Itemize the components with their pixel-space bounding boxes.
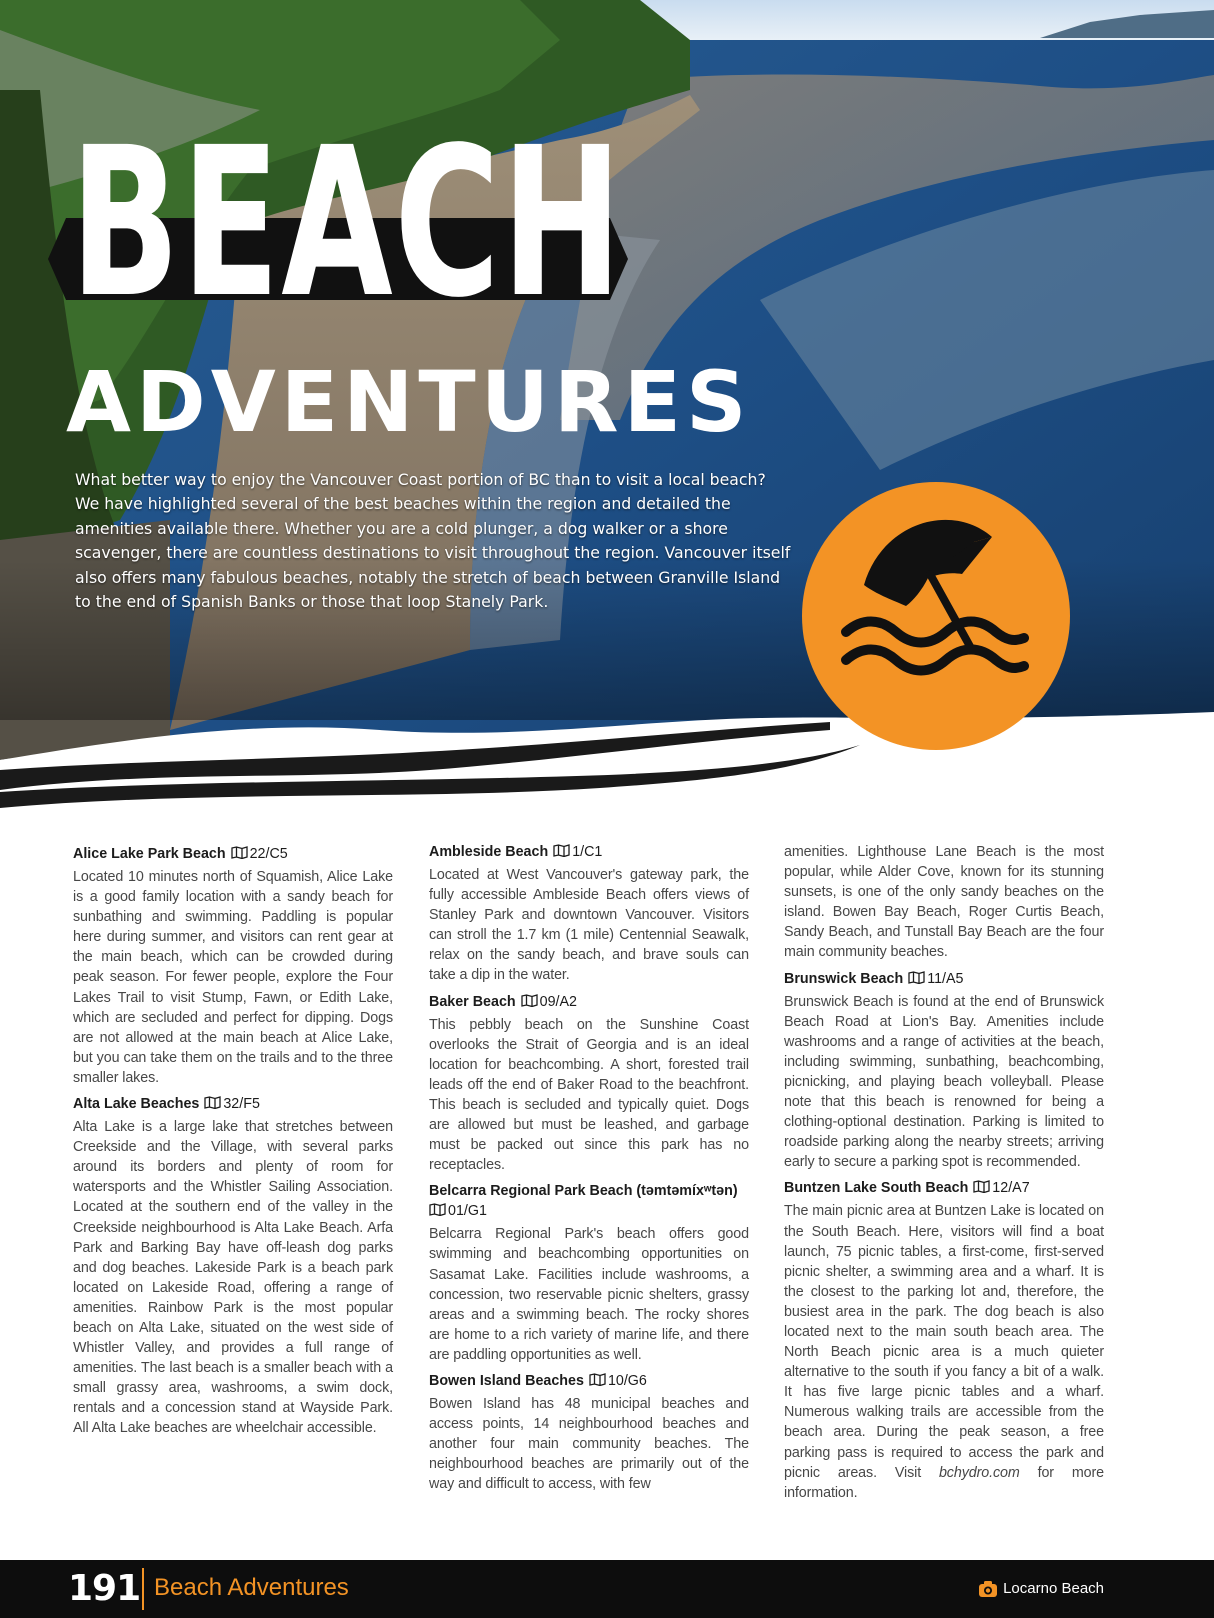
map-reference: 22/C5 [249, 846, 288, 862]
entry-alta-lake [73, 1094, 393, 1439]
entry-name: Buntzen Lake South Beach [784, 1180, 969, 1197]
map-icon [589, 1373, 606, 1386]
entry-text-end: for more information. [784, 1464, 1105, 1501]
entry-bowen-island [429, 1371, 749, 1494]
entry-baker [429, 992, 749, 1176]
entry-name: Belcarra Regional Park Beach (təmtəmíxʷtən) [429, 1183, 738, 1200]
photo-credit [979, 1580, 1104, 1597]
column-3 [784, 842, 1104, 1509]
entry-ambleside [429, 842, 749, 986]
map-reference: 12/A7 [992, 1180, 1030, 1197]
map-reference: 09/A2 [539, 993, 578, 1010]
photo-credit-text: Locarno Beach [1003, 1580, 1104, 1597]
page-footer [0, 1560, 1214, 1618]
map-icon [204, 1096, 221, 1109]
entry-text: Alta Lake is a large lake that stretches between Creekside and the Village, with several parks around its borders and plenty of room for watersports and the Whistler Sailing Association. Located at the southern end of the valley in the Creekside neighbourhood is Alta Lake Beach. Arfa Park and Barking Bay have off-leash dog parks and dog beaches. Lakeside Park is a beach park located on Lakeside Road, offering a range of amenities. Rainbow Park is the most popular beach on Alta Lake, situated on the west side of Whistler Valley, and provides a full range of amenities. The last beach is a smaller beach with a small grassy area, washrooms, a swim dock, rentals and a concession stand at Wayside Park. All Alta Lake beaches are wheelchair accessible. [73, 1119, 393, 1437]
entry-heading [784, 969, 1104, 989]
camera-icon [979, 1581, 997, 1597]
entry-brunswick [784, 969, 1104, 1173]
entry-heading [73, 844, 393, 864]
beach-badge [802, 482, 1070, 750]
entry-heading [73, 1094, 393, 1114]
beach-umbrella-waves-icon [802, 482, 1070, 750]
page-title-adventures: ADVENTURES [66, 353, 752, 451]
map-reference: 11/A5 [927, 970, 964, 987]
entry-heading [429, 1181, 749, 1221]
entry-text: amenities. Lighthouse Lane Beach is the most popular, while Alder Cove, known for its stunning sunsets, is one of the only sandy beaches on the island. Bowen Bay Beach, Roger Curtis Beach, Sandy Beach, and Tunstall Bay Beach are the four main community beaches. [784, 844, 1104, 961]
entry-name: Alice Lake Park Beach [73, 846, 226, 862]
entry-name: Baker Beach [429, 993, 516, 1010]
entry-text: Brunswick Beach is found at the end of Brunswick Beach Road at Lion's Bay. Amenities include washrooms and a range of activities at the beach, including swimming, sunbathing, beachcombing, picnicking, and playing beach volleyball. Please note that this beach is renowned for being a clothing-optional destination. Parking is limited to roadside parking along the nearby streets; arriving early to secure a parking spot is recommended. [784, 993, 1104, 1171]
map-icon [521, 994, 538, 1007]
column-1 [73, 844, 393, 1445]
map-reference: 01/G1 [448, 1203, 487, 1220]
entry-heading [429, 1371, 749, 1391]
entry-text: Bowen Island has 48 municipal beaches and access points, 14 neighbourhood beaches and another four main community beaches. The neighbourhood beaches are primarily out of the way and difficult to access, with few [429, 1395, 749, 1493]
entry-bowen-island-continued [784, 842, 1104, 963]
entry-alice-lake [73, 844, 393, 1088]
map-reference: 32/F5 [223, 1096, 260, 1113]
map-icon [908, 971, 925, 984]
entry-text-main: The main picnic area at Buntzen Lake is located on the South Beach. Here, visitors will find a boat launch, 75 picnic tables, a first-come, first-served picnic shelter, a swimming area and a wharf. It is the closest to the parking lot and, therefore, the busiest area in the park. The dog beach is also located next to the main south beach area. The North Beach picnic area is a much quieter alternative to the south if you fancy a bit of a walk. It has five large picnic tables and a wharf. Numerous walking trails are accessible from the beach area. During the peak season, a free parking pass is required to access the park and picnic areas. Visit [784, 1203, 1104, 1481]
intro-paragraph: What better way to enjoy the Vancouver Coast portion of BC than to visit a local beach? We have highlighted several of the best beaches within the region and detailed the amenities available there. Whether you are a cold plunger, a dog walker or a shore scavenger, there are countless destinations to visit throughout the region. Vancouver itself also offers many fabulous beaches, notably the stretch of beach between Granville Island to the end of Spanish Banks or those that loop Stanely Park. [75, 470, 791, 612]
map-icon [429, 1203, 446, 1216]
page-number: 191 [68, 1568, 141, 1609]
entry-name: Bowen Island Beaches [429, 1372, 584, 1389]
section-name: Beach Adventures [154, 1574, 349, 1601]
entry-buntzen-lake [784, 1178, 1104, 1502]
column-2 [429, 842, 749, 1500]
entry-heading [429, 992, 749, 1012]
entry-belcarra [429, 1181, 749, 1365]
entry-name: Brunswick Beach [784, 970, 904, 987]
page-title-beach: BEACH [70, 103, 624, 343]
entry-text: This pebbly beach on the Sunshine Coast overlooks the Strait of Georgia and is an ideal location for beachcombing. A short, forested trail leads off the end of Baker Road to the beachfront. This beach is secluded and typically quiet. Dogs are allowed but must be leashed, and garbage must be packed out since this park has no receptacles. [429, 1016, 749, 1174]
entry-name: Alta Lake Beaches [73, 1096, 200, 1113]
entry-name: Ambleside Beach [429, 844, 549, 860]
entry-heading [784, 1178, 1104, 1198]
map-icon [553, 844, 570, 857]
entry-heading [429, 842, 749, 862]
entry-text [784, 1201, 1104, 1502]
entry-text: Located 10 minutes north of Squamish, Alice Lake is a good family location with a sandy beach for sunbathing and swimming. Paddling is popular here during summer, and visitors can rent gear at the main beach, which can be crowded during peak season. For fewer people, explore the Four Lakes Trail to visit Stump, Fawn, or Edith Lake, which are secluded and perfect for dipping. Dogs are not allowed at the main beach at Alice Lake, but you can take them on the trails and to the three smaller lakes. [73, 869, 393, 1086]
footer-divider [142, 1568, 144, 1610]
map-icon [973, 1180, 990, 1193]
entry-text: Belcarra Regional Park's beach offers good swimming and beachcombing opportunities on Sasamat Lake. Facilities include washrooms, a concession, two reservable picnic shelters, grassy areas and a swimming beach. The rocky shores are home to a rich variety of marine life, and there are paddling opportunities as well. [429, 1226, 749, 1363]
map-reference: 1/C1 [572, 844, 603, 860]
map-icon [231, 846, 248, 859]
website-link[interactable]: bchydro.com [938, 1464, 1020, 1481]
map-reference: 10/G6 [607, 1372, 647, 1389]
entry-text: Located at West Vancouver's gateway park, the fully accessible Ambleside Beach offers views of Stanley Park and downtown Vancouver. Visitors can stroll the 1.7 km (1 mile) Centennial Seawalk, relax on the sandy beach, and brave souls can take a dip in the water. [429, 867, 749, 984]
